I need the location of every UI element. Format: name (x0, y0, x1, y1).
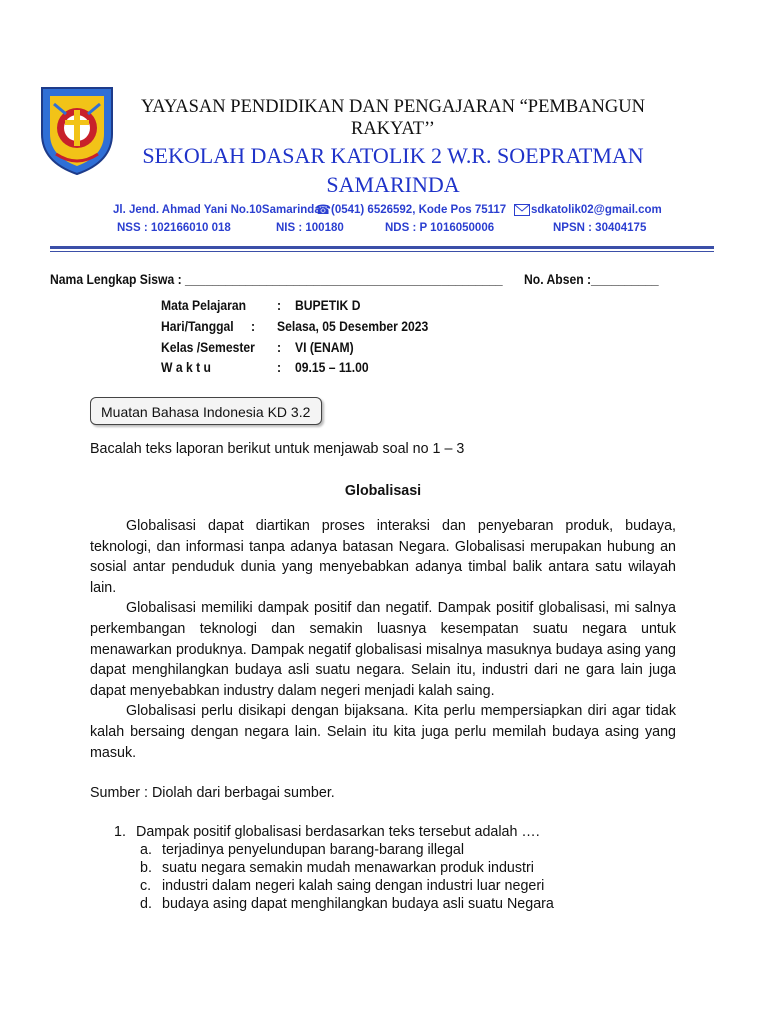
school-email: sdkatolik02@gmail.com (531, 204, 662, 216)
student-absen-field[interactable]: No. Absen :__________ (524, 272, 659, 287)
phone-icon: ☎ (315, 202, 332, 217)
exam-value-date: Selasa, 05 Desember 2023 (277, 319, 429, 334)
school-crest-logo (38, 84, 116, 176)
option-c-text[interactable]: industri dalam negeri kalah saing dengan industri luar negeri (162, 878, 545, 894)
article-paragraph-1: Globalisasi dapat diartikan proses interaksi dan penyebaran produk, budaya, teknologi, dan informasi tanpa adanya batasan Negara. Globalisasi merupakan hubung an sosial antar penduduk dunia yang menyebabkan adanya timbal balik antara satu wilayah lain. (90, 518, 676, 596)
exam-label-subject: Mata Pelajaran (161, 298, 247, 313)
option-b-letter: b. (140, 860, 152, 876)
school-name-line1: SEKOLAH DASAR KATOLIK 2 W.R. SOEPRATMAN (142, 143, 644, 168)
question-1-text: Dampak positif globalisasi berdasarkan teks tersebut adalah …. (136, 824, 540, 840)
article-source: Sumber : Diolah dari berbagai sumber. (90, 785, 335, 801)
article-paragraph-2: Globalisasi memiliki dampak positif dan negatif. Dampak positif globalisasi, mi salnya perkembangan teknologi dan semakin luasnya kesempatan suatu negara untuk menawarkan produknya. Dampak negatif globalisasi misalnya masuknya budaya asing yang dapat menghilangkan budaya asli suatu negara. Selain itu, industri dari ne gara lain juga dapat menyebabkan industry dalam negeri menjadi kalah saing. (90, 600, 676, 699)
article-body (90, 516, 676, 763)
school-phone: (0541) 6526592, Kode Pos 75117 (331, 204, 507, 216)
exam-value-subject: BUPETIK D (295, 298, 361, 313)
header-divider-thick (50, 246, 714, 249)
exam-label-time: W a k t u (161, 360, 211, 375)
mail-icon (514, 204, 530, 216)
school-address: Jl. Jend. Ahmad Yani No.10Samarinda (113, 204, 321, 216)
question-1-number: 1. (114, 824, 126, 840)
option-d-letter: d. (140, 896, 152, 912)
exam-label-class: Kelas /Semester (161, 340, 255, 355)
school-nss: NSS : 102166010 018 (117, 222, 231, 234)
school-nis: NIS : 100180 (276, 222, 344, 234)
reading-instruction: Bacalah teks laporan berikut untuk menjawab soal no 1 – 3 (90, 441, 465, 457)
option-a-letter: a. (140, 842, 152, 858)
header-divider-thin (50, 251, 714, 252)
exam-sep-time: : (277, 360, 282, 375)
exam-value-time: 09.15 – 11.00 (295, 360, 369, 375)
school-name-line2: SAMARINDA (326, 172, 460, 197)
foundation-name-line2: RAKYAT’’ (351, 119, 435, 139)
exam-sep-date: : (251, 319, 256, 334)
option-a-text[interactable]: terjadinya penyelundupan barang-barang illegal (162, 842, 465, 858)
section-label-box: Muatan Bahasa Indonesia KD 3.2 (90, 397, 322, 425)
exam-label-date: Hari/Tanggal (161, 319, 234, 334)
school-nds: NDS : P 1016050006 (385, 222, 495, 234)
exam-sep-class: : (277, 340, 282, 355)
option-d-text[interactable]: budaya asing dapat menghilangkan budaya asli suatu Negara (162, 896, 554, 912)
article-paragraph-3: Globalisasi perlu disikapi dengan bijaksana. Kita perlu mempersiapkan diri agar tidak kalah bersaing dengan negara lain. Selain itu kita juga perlu memilah budaya asing yang masuk. (90, 703, 676, 761)
exam-value-class: VI (ENAM) (295, 340, 354, 355)
school-npsn: NPSN : 30404175 (553, 222, 647, 234)
foundation-name-line1: YAYASAN PENDIDIKAN DAN PENGAJARAN “PEMBANGUN (141, 97, 645, 117)
option-c-letter: c. (140, 878, 152, 894)
exam-sep-subject: : (277, 298, 282, 313)
student-name-field[interactable]: Nama Lengkap Siswa : _______________________________________________ (50, 272, 503, 287)
article-title: Globalisasi (344, 483, 422, 499)
option-b-text[interactable]: suatu negara semakin mudah menawarkan produk industri (162, 860, 534, 876)
